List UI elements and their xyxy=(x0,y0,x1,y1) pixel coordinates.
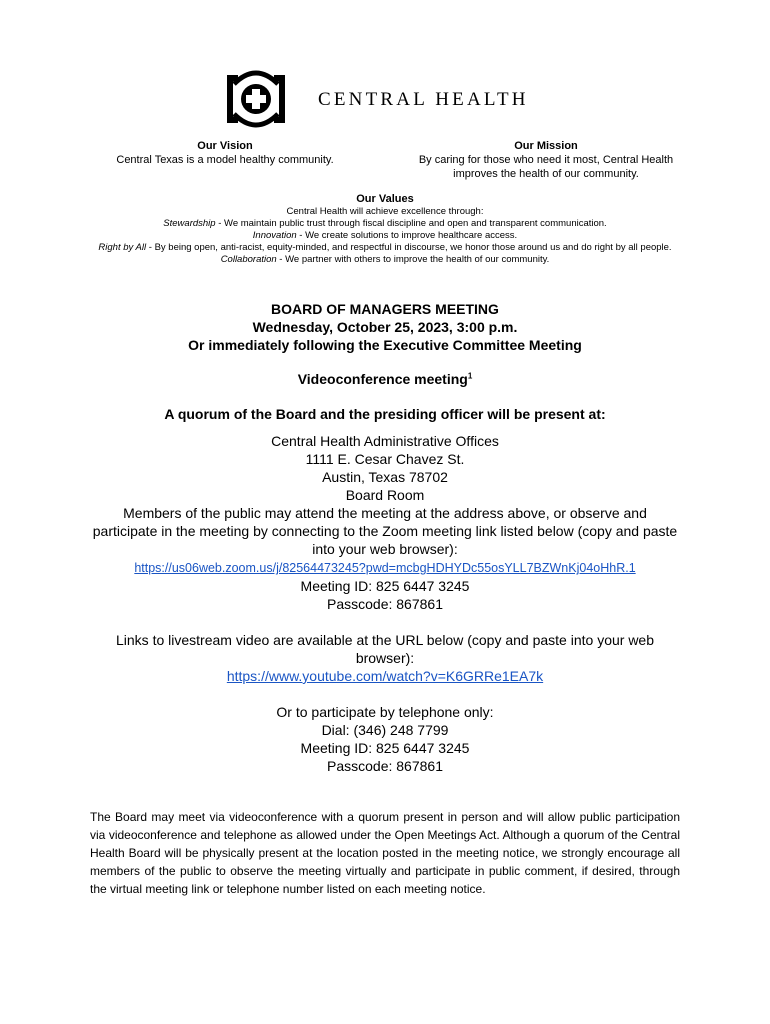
logo-text: CENTRAL HEALTH xyxy=(318,89,529,110)
location-instructions: Members of the public may attend the meeting at the address above, or observe and participate in the meeting by connecting to the Zoom meeting link listed below (copy and paste into your web browser): xyxy=(92,505,678,557)
values-intro: Central Health will achieve excellence through: xyxy=(286,206,484,217)
value-text: - We partner with others to improve the health of our community. xyxy=(276,254,550,265)
footnote-mark: 1 xyxy=(467,371,473,381)
telephone-meeting-id: Meeting ID: 825 6447 3245 xyxy=(300,740,470,756)
location-city: Austin, Texas 78702 xyxy=(322,469,448,485)
telephone-passcode: Passcode: 867861 xyxy=(327,758,443,774)
value-text: - We create solutions to improve healthcare access. xyxy=(296,230,518,241)
central-health-cross-icon xyxy=(226,70,286,128)
value-text: - By being open, anti-racist, equity-minded, and respectful in discourse, we honor those around us and do right by all people. xyxy=(146,242,672,253)
meeting-type xyxy=(40,370,730,388)
value-term: Stewardship xyxy=(163,218,216,229)
mission-section xyxy=(400,139,692,181)
vision-section xyxy=(100,139,350,167)
livestream-block xyxy=(90,631,680,685)
youtube-livestream-link[interactable]: https://www.youtube.com/watch?v=K6GRRe1EA7k xyxy=(226,668,544,684)
mission-heading: Our Mission xyxy=(514,140,578,152)
meeting-subtitle: Or immediately following the Executive Committee Meeting xyxy=(188,337,582,353)
location-room: Board Room xyxy=(345,487,425,503)
values-heading: Our Values xyxy=(356,193,414,205)
values-section xyxy=(20,192,750,266)
values-item xyxy=(20,218,750,230)
meeting-title: BOARD OF MANAGERS MEETING xyxy=(271,301,499,317)
values-item xyxy=(20,254,750,266)
quorum-statement: A quorum of the Board and the presiding officer will be present at: xyxy=(164,406,606,422)
value-term: Collaboration xyxy=(220,254,277,265)
telephone-heading: Or to participate by telephone only: xyxy=(276,704,494,720)
livestream-text: Links to livestream video are available at the URL below (copy and paste into your web browser): xyxy=(116,632,654,666)
value-term: Right by All xyxy=(98,242,147,253)
values-item xyxy=(20,242,750,254)
telephone-dial: Dial: (346) 248 7799 xyxy=(321,722,449,738)
vision-text: Central Texas is a model healthy community. xyxy=(116,154,334,166)
central-health-logo xyxy=(226,70,529,128)
value-text: - We maintain public trust through fiscal discipline and open and transparent communication. xyxy=(215,218,607,229)
mission-text: By caring for those who need it most, Central Health improves the health of our community. xyxy=(418,154,674,180)
value-term: Innovation xyxy=(252,230,297,241)
zoom-meeting-id: Meeting ID: 825 6447 3245 xyxy=(300,578,470,594)
location-street: 1111 E. Cesar Chavez St. xyxy=(305,451,465,467)
meeting-header xyxy=(40,300,730,354)
location-block xyxy=(90,432,680,613)
zoom-passcode: Passcode: 867861 xyxy=(327,596,443,612)
meeting-type-text: Videoconference meeting xyxy=(297,371,468,387)
zoom-meeting-link[interactable]: https://us06web.zoom.us/j/82564473245?pwd=mcbgHDHYDc55osYLL7BZWnKj04oHhR.1 xyxy=(134,561,636,575)
vision-heading: Our Vision xyxy=(197,140,253,152)
location-name: Central Health Administrative Offices xyxy=(271,433,499,449)
meeting-date: Wednesday, October 25, 2023, 3:00 p.m. xyxy=(252,319,518,335)
notice-paragraph: The Board may meet via videoconference with a quorum present in person and will allow public participation via videoconference and telephone as allowed under the Open Meetings Act. Although a quorum of the Central Health Board will be physically present at the location posted in the meeting notice, we strongly encourage all members of the public to observe the meeting virtually and participate in public comment, if desired, through the virtual meeting link or telephone number listed on each meeting notice. xyxy=(90,810,680,896)
telephone-block xyxy=(90,703,680,775)
values-item xyxy=(20,230,750,242)
